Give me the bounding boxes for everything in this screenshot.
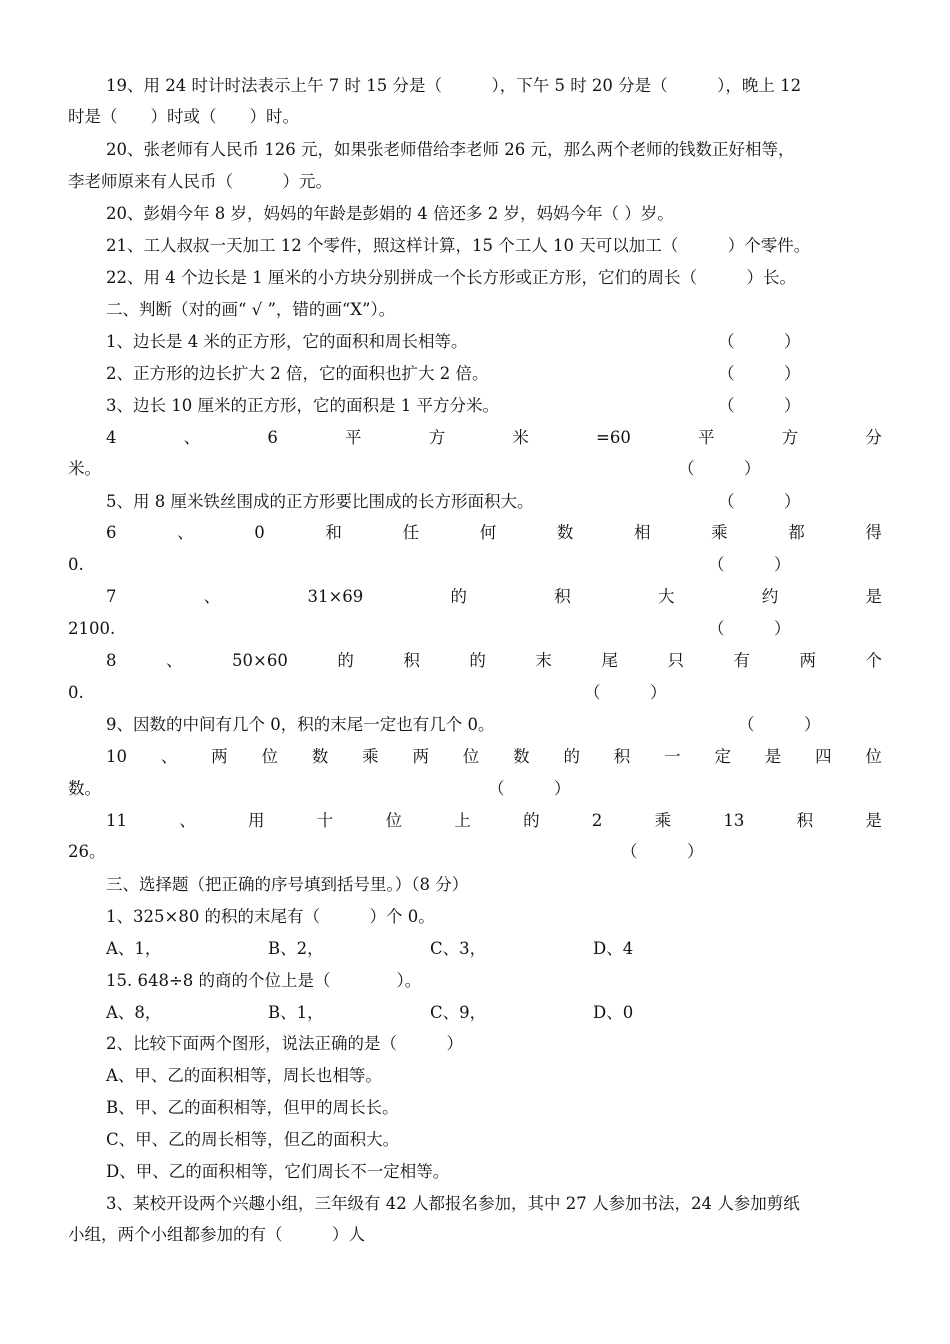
judge-q5: 5、用 8 厘米铁丝围成的正方形要比围成的长方形面积大。 xyxy=(106,492,534,511)
choice-q1-option-b: B、2， xyxy=(268,939,324,958)
choice-q1-option-d: D、4 xyxy=(593,939,634,958)
judge-q10-word: 数 xyxy=(513,747,530,766)
judge-q2-answer-paren: （ ） xyxy=(718,364,801,383)
judge-q6-line-1 xyxy=(68,518,882,548)
judge-q6-word: 和 xyxy=(325,523,342,542)
question-22: 22、用 4 个边长是 1 厘米的小方块分别拼成一个长方形或正方形，它们的周长（ ）长。 xyxy=(106,268,796,287)
judge-q11-word: 的 xyxy=(523,811,540,830)
judge-q10-line-1 xyxy=(68,742,882,772)
judge-q6-word: 得 xyxy=(865,523,882,542)
judge-q4-word: 4 xyxy=(106,428,117,447)
judge-q8-word: 积 xyxy=(403,651,420,670)
judge-q6-word: 乘 xyxy=(711,523,728,542)
question-19-line-1: 19、用 24 时计时法表示上午 7 时 15 分是（ ），下午 5 时 20 分是（ ），晚上 12 xyxy=(106,76,802,95)
judge-q10-word: 位 xyxy=(462,747,480,766)
judge-q4-word: 6 xyxy=(267,428,278,447)
judge-q9: 9、因数的中间有几个 0，积的末尾一定也有几个 0。 xyxy=(106,715,495,734)
judge-q11-word: 积 xyxy=(796,811,814,830)
judge-q11-word: 位 xyxy=(385,811,403,830)
judge-q6-word: 数 xyxy=(556,523,574,542)
judge-q11-line-2: 26。 xyxy=(68,842,106,861)
judge-q8-word: 尾 xyxy=(601,651,618,670)
judge-q8-word: 50×60 xyxy=(232,651,288,670)
choice-q15-option-c: C、9， xyxy=(430,1003,487,1022)
judge-q11-line-1 xyxy=(68,806,882,836)
judge-q8-word: 两 xyxy=(799,651,816,670)
judge-q6-line-2: 0. xyxy=(68,555,84,574)
choice-q2-option-d: D、甲、乙的面积相等，它们周长不一定相等。 xyxy=(106,1162,450,1181)
judge-q8-word: 有 xyxy=(733,651,750,670)
judge-q7-line-1 xyxy=(68,582,882,612)
judge-q7-word: 的 xyxy=(450,587,468,606)
choice-heading: 三、选择题（把正确的序号填到括号里。）（8 分） xyxy=(106,875,469,894)
judge-q11-word: 上 xyxy=(454,811,471,830)
judge-q10-word: 位 xyxy=(261,747,278,766)
judge-q10-word: 的 xyxy=(563,747,580,766)
judge-q10-word: 积 xyxy=(613,747,631,766)
judge-heading: 二、判断（对的画“ √ ”，错的画“X”）。 xyxy=(106,300,396,319)
judge-q9-answer-paren: （ ） xyxy=(738,715,821,734)
judge-q7-line-2: 2100. xyxy=(68,619,116,638)
judge-q7-word: 积 xyxy=(554,587,571,606)
judge-q4-word: 平 xyxy=(345,428,362,447)
choice-q2-option-a: A、甲、乙的面积相等，周长也相等。 xyxy=(106,1066,382,1085)
judge-q11-answer-paren: （ ） xyxy=(621,842,704,861)
judge-q10-word: 数 xyxy=(311,747,329,766)
judge-q8-word: 8 xyxy=(106,651,117,670)
choice-q3-line-1: 3、某校开设两个兴趣小组，三年级有 42 人都报名参加，其中 27 人参加书法，24 人参加剪纸 xyxy=(106,1194,800,1213)
question-20a-line-2: 李老师原来有人民币（ ）元。 xyxy=(68,172,332,191)
judge-q8-word: 的 xyxy=(337,651,354,670)
judge-q3-answer-paren: （ ） xyxy=(718,396,801,415)
choice-q15-option-d: D、0 xyxy=(593,1003,634,1022)
judge-q10-word: 两 xyxy=(412,747,429,766)
judge-q8-word: 个 xyxy=(865,651,882,670)
choice-q15: 15. 648÷8 的商的个位上是（ ）。 xyxy=(106,971,422,990)
judge-q10-word: 定 xyxy=(714,747,731,766)
judge-q10-word: 位 xyxy=(865,747,882,766)
question-19-line-2: 时是（ ）时或（ ）时。 xyxy=(68,107,299,126)
judge-q1-answer-paren: （ ） xyxy=(718,332,801,351)
judge-q8-line-1 xyxy=(68,646,882,676)
judge-q8-answer-paren: （ ） xyxy=(584,683,667,702)
judge-q8-word: 只 xyxy=(667,651,684,670)
judge-q10-word: 四 xyxy=(815,747,832,766)
judge-q6-word: 、 xyxy=(177,523,194,542)
judge-q10-answer-paren: （ ） xyxy=(488,779,571,798)
judge-q4-word: 、 xyxy=(183,428,201,447)
judge-q4-line-1 xyxy=(68,423,882,453)
judge-q8-word: 的 xyxy=(469,651,486,670)
choice-q15-option-a: A、8， xyxy=(106,1003,162,1022)
judge-q4-word: 平 xyxy=(698,428,715,447)
judge-q3: 3、边长 10 厘米的正方形，它的面积是 1 平方分米。 xyxy=(106,396,499,415)
judge-q5-answer-paren: （ ） xyxy=(718,492,801,511)
judge-q11-word: 11 xyxy=(106,811,127,830)
judge-q4-word: 米 xyxy=(512,428,529,447)
judge-q7-word: 约 xyxy=(761,587,779,606)
choice-q1-option-a: A、1， xyxy=(106,939,162,958)
judge-q6-word: 6 xyxy=(106,523,117,542)
judge-q6-answer-paren: （ ） xyxy=(708,555,791,574)
judge-q8-word: 末 xyxy=(535,651,552,670)
judge-q4-word: 方 xyxy=(428,428,446,447)
judge-q8-word: 、 xyxy=(166,651,183,670)
question-21: 21、工人叔叔一天加工 12 个零件，照这样计算，15 个工人 10 天可以加工（ ）个零件。 xyxy=(106,236,811,255)
choice-q2-option-c: C、甲、乙的周长相等，但乙的面积大。 xyxy=(106,1130,400,1149)
judge-q11-word: 是 xyxy=(865,811,882,830)
judge-q11-word: 乘 xyxy=(654,811,672,830)
judge-q10-word: 10 xyxy=(106,747,127,766)
judge-q4-word: 方 xyxy=(781,428,799,447)
judge-q7-answer-paren: （ ） xyxy=(708,619,791,638)
judge-q10-word: 、 xyxy=(160,747,178,766)
judge-q6-word: 何 xyxy=(479,523,497,542)
judge-q4-word: =60 xyxy=(596,428,631,447)
judge-q1: 1、边长是 4 米的正方形，它的面积和周长相等。 xyxy=(106,332,468,351)
judge-q10-line-2: 数。 xyxy=(68,779,101,798)
question-20a-line-1: 20、张老师有人民币 126 元，如果张老师借给李老师 26 元，那么两个老师的钱数正好相等， xyxy=(106,140,795,159)
choice-q2-option-b: B、甲、乙的面积相等，但甲的周长长。 xyxy=(106,1098,399,1117)
judge-q11-word: 2 xyxy=(591,811,603,830)
choice-q3-line-2: 小组，两个小组都参加的有（ ）人 xyxy=(68,1225,365,1244)
judge-q4-line-2: 米。 xyxy=(68,459,101,478)
judge-q6-word: 任 xyxy=(402,523,420,542)
judge-q7-word: 31×69 xyxy=(307,587,364,606)
judge-q7-word: 是 xyxy=(865,587,882,606)
judge-q7-word: 大 xyxy=(658,587,675,606)
question-20b: 20、彭娟今年 8 岁，妈妈的年龄是彭娟的 4 倍还多 2 岁，妈妈今年（ ）岁。 xyxy=(106,204,674,223)
judge-q7-word: 7 xyxy=(106,587,117,606)
choice-q1: 1、325×80 的积的末尾有（ ）个 0。 xyxy=(106,907,435,926)
choice-q15-option-b: B、1， xyxy=(268,1003,324,1022)
judge-q8-line-2: 0. xyxy=(68,683,84,702)
judge-q6-word: 0 xyxy=(254,523,265,542)
judge-q6-word: 相 xyxy=(633,523,651,542)
judge-q4-word: 分 xyxy=(865,428,882,447)
judge-q2: 2、正方形的边长扩大 2 倍，它的面积也扩大 2 倍。 xyxy=(106,364,489,383)
judge-q10-word: 两 xyxy=(211,747,228,766)
judge-q10-word: 一 xyxy=(664,747,681,766)
choice-q2: 2、比较下面两个图形，说法正确的是（ ） xyxy=(106,1034,463,1053)
judge-q11-word: 、 xyxy=(179,811,196,830)
judge-q11-word: 13 xyxy=(723,811,745,830)
choice-q1-option-c: C、3， xyxy=(430,939,487,958)
judge-q11-word: 用 xyxy=(248,811,265,830)
judge-q7-word: 、 xyxy=(203,587,221,606)
judge-q6-word: 都 xyxy=(788,523,805,542)
judge-q4-answer-paren: （ ） xyxy=(678,459,761,478)
judge-q10-word: 是 xyxy=(764,747,782,766)
judge-q11-word: 十 xyxy=(316,811,334,830)
judge-q10-word: 乘 xyxy=(362,747,379,766)
